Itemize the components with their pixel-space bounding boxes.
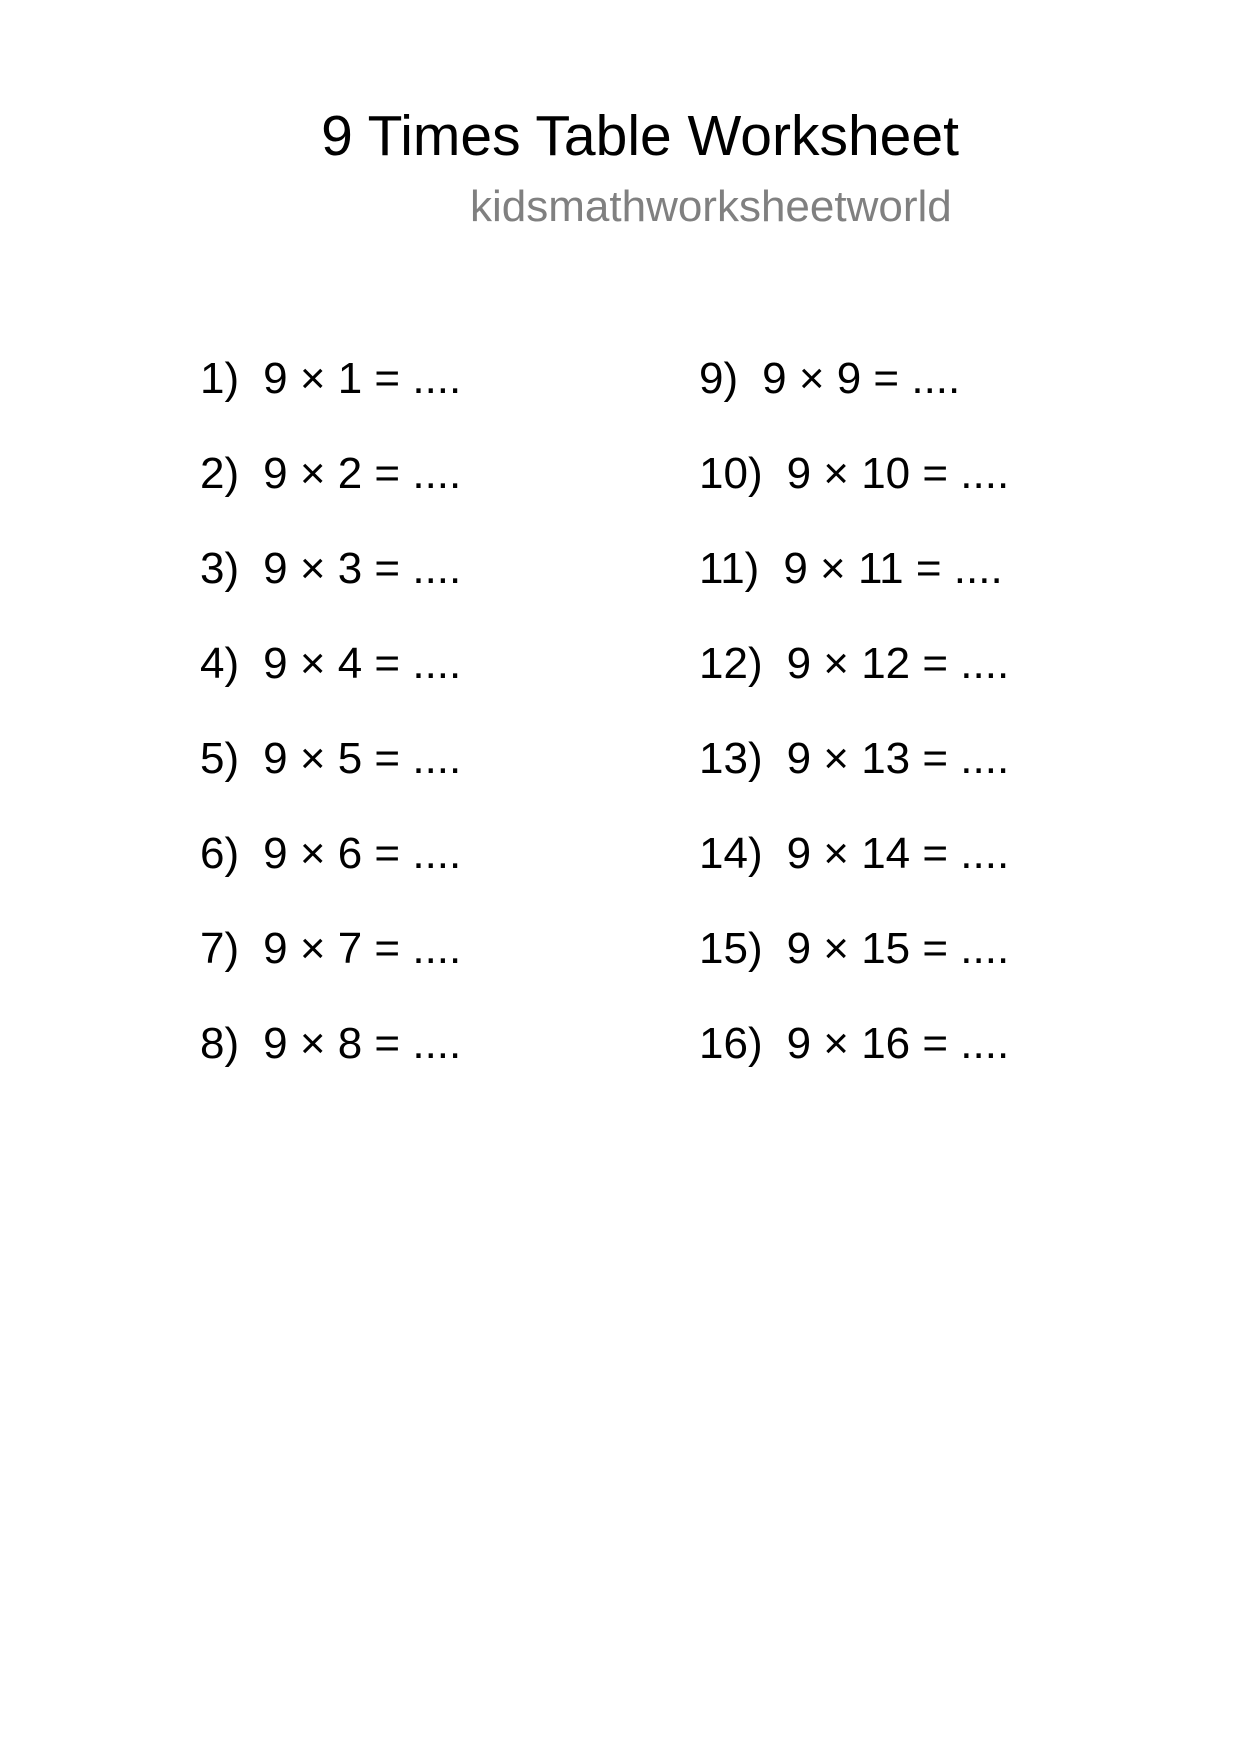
problem-number: 6) xyxy=(200,829,240,878)
problem-expression: 9 × 11 = .... xyxy=(783,544,1003,593)
problem-expression: 9 × 10 = .... xyxy=(786,449,1010,498)
problem-3 xyxy=(200,542,461,637)
problem-12 xyxy=(699,637,1009,732)
problem-expression: 9 × 13 = .... xyxy=(786,734,1010,783)
problem-expression: 9 × 8 = .... xyxy=(263,1019,462,1068)
problem-expression: 9 × 2 = .... xyxy=(263,449,462,498)
problem-number: 15) xyxy=(699,924,763,973)
worksheet-title: 9 Times Table Worksheet xyxy=(321,104,959,168)
problem-14 xyxy=(699,827,1009,922)
problem-expression: 9 × 14 = .... xyxy=(786,829,1010,878)
problem-8 xyxy=(200,1017,461,1112)
problem-expression: 9 × 9 = .... xyxy=(762,354,961,403)
problem-number: 7) xyxy=(200,924,240,973)
problem-number: 12) xyxy=(699,639,763,688)
problem-number: 8) xyxy=(200,1019,240,1068)
problem-column-right xyxy=(699,352,1009,1112)
problem-13 xyxy=(699,732,1009,827)
problem-9 xyxy=(699,352,1009,447)
problem-10 xyxy=(699,447,1009,542)
problem-1 xyxy=(200,352,461,447)
problem-expression: 9 × 15 = .... xyxy=(786,924,1010,973)
problem-expression: 9 × 6 = .... xyxy=(263,829,462,878)
problem-11 xyxy=(699,542,1009,637)
problem-5 xyxy=(200,732,461,827)
problem-expression: 9 × 7 = .... xyxy=(263,924,462,973)
problem-16 xyxy=(699,1017,1009,1112)
problem-7 xyxy=(200,922,461,1017)
problem-number: 4) xyxy=(200,639,240,688)
problem-column-left xyxy=(200,352,461,1112)
problem-expression: 9 × 4 = .... xyxy=(263,639,462,688)
problem-number: 13) xyxy=(699,734,763,783)
problem-6 xyxy=(200,827,461,922)
problem-expression: 9 × 12 = .... xyxy=(786,639,1010,688)
problem-15 xyxy=(699,922,1009,1017)
problem-number: 1) xyxy=(200,354,240,403)
problem-number: 2) xyxy=(200,449,240,498)
problem-expression: 9 × 16 = .... xyxy=(786,1019,1010,1068)
problem-number: 14) xyxy=(699,829,763,878)
problem-expression: 9 × 5 = .... xyxy=(263,734,462,783)
problem-number: 9) xyxy=(699,354,739,403)
problem-4 xyxy=(200,637,461,732)
problem-number: 3) xyxy=(200,544,240,593)
problem-number: 10) xyxy=(699,449,763,498)
worksheet-source: kidsmathworksheetworld xyxy=(470,182,952,231)
problem-number: 5) xyxy=(200,734,240,783)
problem-number: 16) xyxy=(699,1019,763,1068)
problem-expression: 9 × 1 = .... xyxy=(263,354,462,403)
problem-expression: 9 × 3 = .... xyxy=(263,544,462,593)
problem-2 xyxy=(200,447,461,542)
problem-number: 11) xyxy=(699,544,760,593)
